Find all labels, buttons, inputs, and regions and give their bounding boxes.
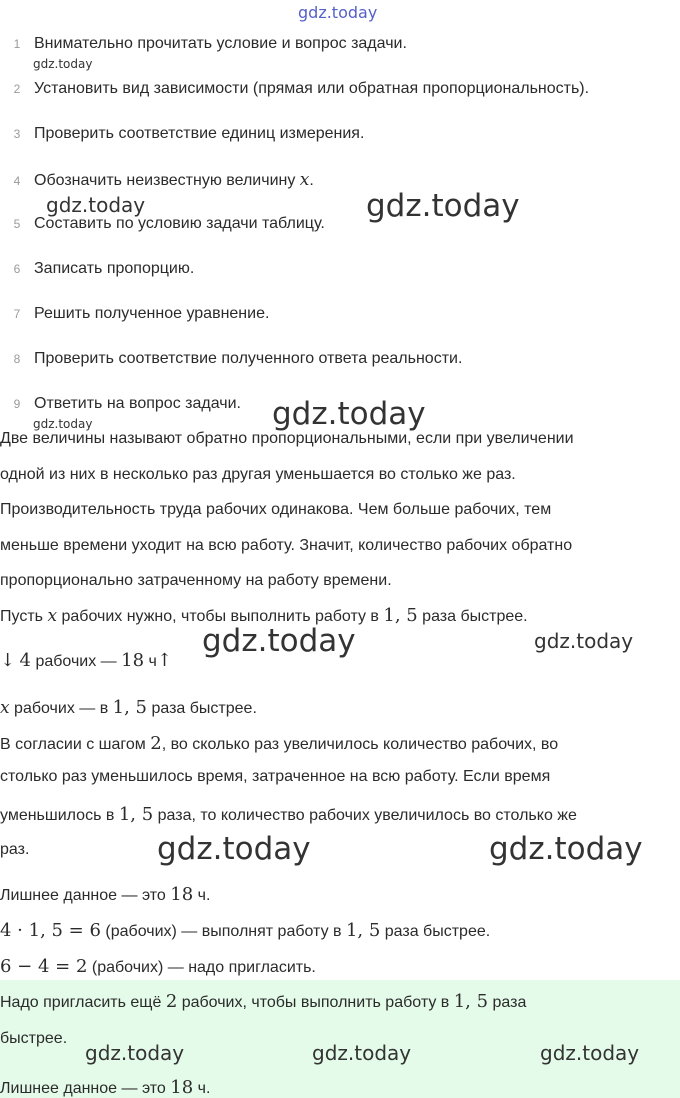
answer-line xyxy=(0,991,526,1012)
arrow-up-icon: ↑ xyxy=(156,650,172,671)
math-number: 18 xyxy=(170,1077,194,1098)
text: рабочих нужно, чтобы выполнить работу в xyxy=(57,608,384,625)
math-number: 18 xyxy=(170,884,194,905)
watermark: gdz.today xyxy=(272,396,426,432)
paragraph-line: Производительность труда рабочих одинакова. Чем больше рабочих, тем xyxy=(0,501,552,518)
step-number: 8 xyxy=(13,352,21,366)
list-item xyxy=(0,395,241,413)
table-line xyxy=(0,697,257,718)
text: рабочих — xyxy=(31,653,122,670)
step-text: Проверить соответствие единиц измерения. xyxy=(34,125,365,142)
list-item xyxy=(0,80,589,98)
math-variable: x xyxy=(299,170,310,190)
paragraph-line: столько раз уменьшилось время, затраченное на всю работу. Если время xyxy=(0,768,551,785)
math-number: 2 xyxy=(150,733,162,754)
text: раза, то количество рабочих увеличилось во столько же xyxy=(153,807,577,824)
paragraph-line xyxy=(0,804,577,825)
step-text: Решить полученное уравнение. xyxy=(34,305,270,322)
text: ч xyxy=(144,653,157,670)
text: раза быстрее. xyxy=(147,700,257,717)
table-line xyxy=(0,650,172,671)
step-number: 9 xyxy=(13,397,21,411)
list-item xyxy=(0,305,269,323)
paragraph-line xyxy=(0,733,558,754)
paragraph-line: меньше времени уходит на всю работу. Значит, количество рабочих обратно xyxy=(0,537,573,554)
answer-line: быстрее. xyxy=(0,1030,68,1047)
step-number: 5 xyxy=(13,217,21,231)
step-text: Проверить соответствие полученного ответа реальности. xyxy=(34,350,463,367)
text: рабочих — в xyxy=(9,700,113,717)
step-suffix: . xyxy=(309,172,314,189)
watermark: gdz.today xyxy=(33,57,93,71)
math-number: 1, 5 xyxy=(383,605,418,626)
text: раза быстрее. xyxy=(417,608,528,625)
list-item xyxy=(0,125,364,143)
step-text: Ответить на вопрос задачи. xyxy=(34,395,241,412)
calculation-line xyxy=(0,956,316,977)
math-number: 1, 5 xyxy=(112,697,148,718)
step-number: 7 xyxy=(13,307,21,321)
watermark: gdz.today xyxy=(366,188,520,224)
math-number: 1, 5 xyxy=(118,804,154,825)
watermark: gdz.today xyxy=(157,831,311,867)
list-item xyxy=(0,260,194,278)
math-number: 18 xyxy=(121,650,145,671)
paragraph-line: Две величины называют обратно пропорциональными, если при увеличении xyxy=(0,430,574,447)
text: раза быстрее. xyxy=(380,923,491,940)
list-item xyxy=(0,170,314,190)
text: В согласии с шагом xyxy=(0,736,151,753)
step-number: 4 xyxy=(13,174,21,188)
step-text: Установить вид зависимости (прямая или обратная пропорциональность). xyxy=(34,80,590,97)
math-expression: 6 − 4 = 2 xyxy=(0,956,88,977)
text: раза xyxy=(488,994,527,1011)
step-text: Обозначить неизвестную величину xyxy=(34,172,300,189)
math-number: 2 xyxy=(165,991,178,1012)
text: уменьшилось в xyxy=(0,807,119,824)
paragraph-line xyxy=(0,605,528,626)
calculation-line xyxy=(0,920,490,941)
math-number: 1, 5 xyxy=(453,991,489,1012)
paragraph-line: раз. xyxy=(0,841,30,858)
math-expression: 4 · 1, 5 = 6 xyxy=(0,920,101,941)
watermark: gdz.today xyxy=(298,3,378,22)
answer-line xyxy=(0,1077,210,1098)
step-number: 6 xyxy=(13,262,21,276)
text: Лишнее данное — это xyxy=(0,887,171,904)
step-number: 2 xyxy=(13,82,21,96)
text: (рабочих) — выполнят работу в xyxy=(100,923,346,940)
math-number: 4 xyxy=(19,650,31,671)
list-item xyxy=(0,350,462,368)
watermark: gdz.today xyxy=(85,1041,185,1065)
arrow-down-icon: ↓ xyxy=(0,650,16,671)
watermark: gdz.today xyxy=(540,1041,640,1065)
text: (рабочих) — надо пригласить. xyxy=(87,959,316,976)
watermark: gdz.today xyxy=(33,417,93,431)
watermark: gdz.today xyxy=(202,623,356,659)
list-item xyxy=(0,215,325,233)
watermark: gdz.today xyxy=(312,1041,412,1065)
watermark: gdz.today xyxy=(46,193,146,217)
paragraph-line xyxy=(0,884,210,905)
text: ч. xyxy=(193,1080,211,1097)
text: Пусть xyxy=(0,608,48,625)
math-variable: x xyxy=(0,698,10,718)
text: Лишнее данное — это xyxy=(0,1080,171,1097)
math-number: 1, 5 xyxy=(345,920,381,941)
text: рабочих, чтобы выполнить работу в xyxy=(177,994,454,1011)
paragraph-line: одной из них в несколько раз другая уменьшается во столько же раз. xyxy=(0,466,516,483)
step-number: 1 xyxy=(13,37,21,51)
text: , во сколько раз увеличилось количество рабочих, во xyxy=(161,736,559,753)
text: ч. xyxy=(193,887,211,904)
watermark: gdz.today xyxy=(489,831,643,867)
list-item xyxy=(0,35,407,53)
math-variable: x xyxy=(47,606,58,626)
step-number: 3 xyxy=(13,127,21,141)
text: Надо пригласить ещё xyxy=(0,994,166,1011)
step-text: Внимательно прочитать условие и вопрос задачи. xyxy=(34,35,407,52)
step-text: Составить по условию задачи таблицу. xyxy=(34,215,325,232)
watermark: gdz.today xyxy=(534,629,634,653)
paragraph-line: пропорционально затраченному на работу времени. xyxy=(0,572,392,589)
step-text: Записать пропорцию. xyxy=(34,260,195,277)
